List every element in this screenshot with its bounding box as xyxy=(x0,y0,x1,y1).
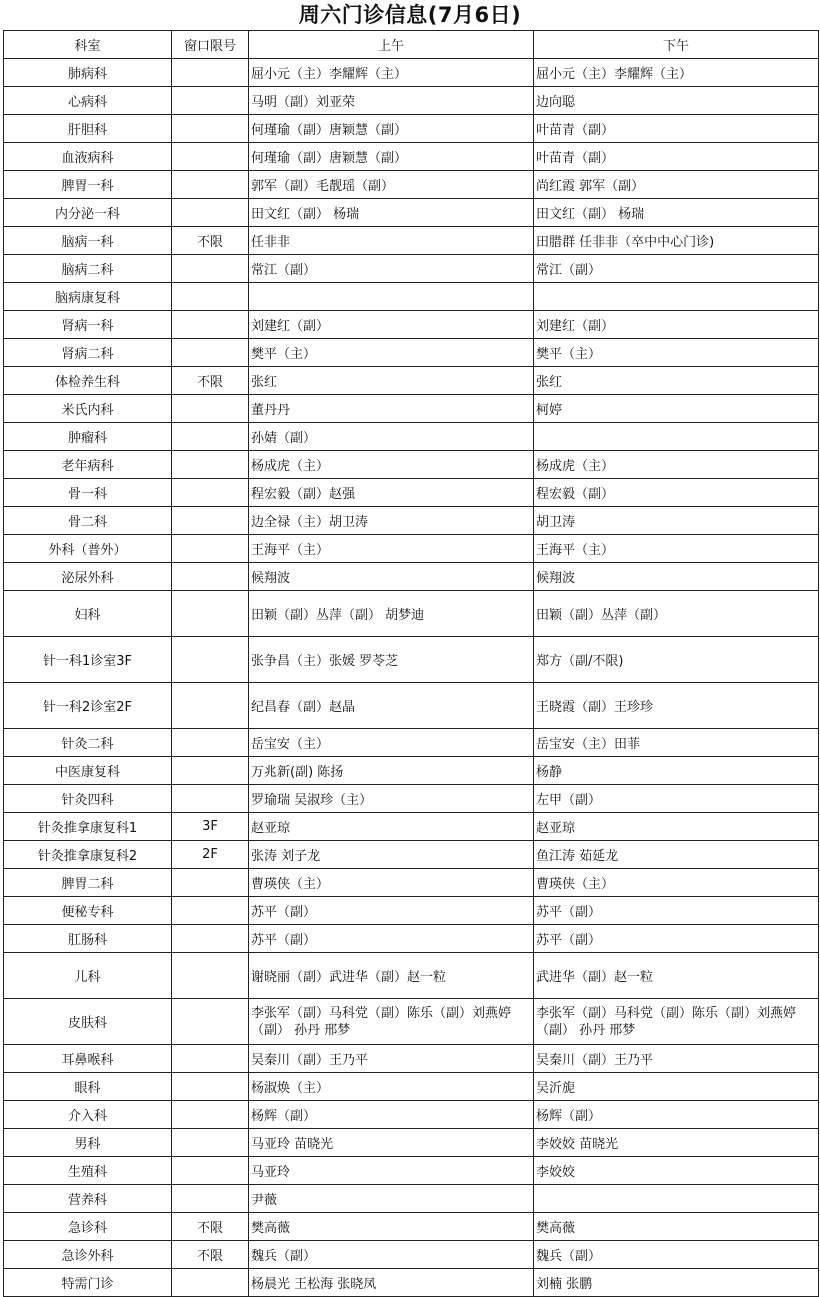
window-limit-cell xyxy=(172,1101,249,1129)
window-limit-cell xyxy=(172,451,249,479)
afternoon-cell xyxy=(534,283,819,311)
window-limit-cell xyxy=(172,1269,249,1297)
department-cell: 血液病科 xyxy=(4,143,172,171)
morning-cell: 马亚玲 xyxy=(249,1157,534,1185)
afternoon-cell: 程宏毅（副） xyxy=(534,479,819,507)
morning-cell: 常江（副） xyxy=(249,255,534,283)
table-row xyxy=(4,999,819,1045)
header-afternoon: 下午 xyxy=(534,31,819,59)
table-header-row xyxy=(4,31,819,59)
table-row xyxy=(4,339,819,367)
morning-cell: 万兆新(副) 陈扬 xyxy=(249,757,534,785)
schedule-table xyxy=(3,30,819,1297)
morning-cell: 田颖（副）丛萍（副） 胡梦迪 xyxy=(249,591,534,637)
morning-cell: 何瑾瑜（副）唐颖慧（副） xyxy=(249,115,534,143)
department-cell: 老年病科 xyxy=(4,451,172,479)
morning-cell: 任非非 xyxy=(249,227,534,255)
afternoon-cell: 边向聪 xyxy=(534,87,819,115)
table-row xyxy=(4,1269,819,1297)
table-row xyxy=(4,199,819,227)
afternoon-cell: 赵亚琼 xyxy=(534,813,819,841)
department-cell: 介入科 xyxy=(4,1101,172,1129)
department-cell: 特需门诊 xyxy=(4,1269,172,1297)
morning-cell: 纪昌春（副）赵晶 xyxy=(249,683,534,729)
department-cell: 外科（普外） xyxy=(4,535,172,563)
window-limit-cell xyxy=(172,563,249,591)
morning-cell: 候翔波 xyxy=(249,563,534,591)
table-row xyxy=(4,507,819,535)
afternoon-cell: 杨成虎（主） xyxy=(534,451,819,479)
table-row xyxy=(4,813,819,841)
morning-cell: 杨成虎（主） xyxy=(249,451,534,479)
window-limit-cell xyxy=(172,729,249,757)
afternoon-cell: 苏平（副） xyxy=(534,925,819,953)
department-cell: 急诊科 xyxy=(4,1213,172,1241)
afternoon-cell: 王晓霞（副）王珍珍 xyxy=(534,683,819,729)
department-cell: 脑病康复科 xyxy=(4,283,172,311)
morning-cell: 尹薇 xyxy=(249,1185,534,1213)
department-cell: 中医康复科 xyxy=(4,757,172,785)
afternoon-cell: 王海平（主） xyxy=(534,535,819,563)
morning-cell: 张争昌（主）张媛 罗苓芝 xyxy=(249,637,534,683)
table-row xyxy=(4,563,819,591)
morning-cell: 郭军（副）毛靓瑶（副） xyxy=(249,171,534,199)
afternoon-cell: 胡卫涛 xyxy=(534,507,819,535)
table-row xyxy=(4,869,819,897)
table-row xyxy=(4,255,819,283)
department-cell: 皮肤科 xyxy=(4,999,172,1045)
table-row xyxy=(4,1101,819,1129)
department-cell: 肿瘤科 xyxy=(4,423,172,451)
page-title: 周六门诊信息(7月6日) xyxy=(298,3,522,27)
window-limit-cell xyxy=(172,757,249,785)
morning-cell: 刘建红（副） xyxy=(249,311,534,339)
department-cell: 营养科 xyxy=(4,1185,172,1213)
table-row xyxy=(4,953,819,999)
department-cell: 体检养生科 xyxy=(4,367,172,395)
window-limit-cell xyxy=(172,143,249,171)
table-row xyxy=(4,1045,819,1073)
department-cell: 骨一科 xyxy=(4,479,172,507)
window-limit-cell xyxy=(172,591,249,637)
table-row xyxy=(4,479,819,507)
afternoon-cell: 田颖（副）丛萍（副） xyxy=(534,591,819,637)
afternoon-cell: 樊高薇 xyxy=(534,1213,819,1241)
window-limit-cell xyxy=(172,1045,249,1073)
header-department: 科室 xyxy=(4,31,172,59)
morning-cell: 程宏毅（副）赵强 xyxy=(249,479,534,507)
window-limit-cell xyxy=(172,869,249,897)
morning-cell: 田文红（副） 杨瑞 xyxy=(249,199,534,227)
window-limit-cell: 不限 xyxy=(172,367,249,395)
window-limit-cell xyxy=(172,637,249,683)
window-limit-cell xyxy=(172,1185,249,1213)
department-cell: 针灸二科 xyxy=(4,729,172,757)
department-cell: 肝胆科 xyxy=(4,115,172,143)
table-row xyxy=(4,1213,819,1241)
afternoon-cell: 岳宝安（主）田菲 xyxy=(534,729,819,757)
header-window-limit: 窗口限号 xyxy=(172,31,249,59)
afternoon-cell xyxy=(534,423,819,451)
morning-cell: 杨晨光 王松海 张晓凤 xyxy=(249,1269,534,1297)
morning-cell: 吴秦川（副）王乃平 xyxy=(249,1045,534,1073)
morning-cell: 董丹丹 xyxy=(249,395,534,423)
table-row xyxy=(4,535,819,563)
window-limit-cell xyxy=(172,953,249,999)
afternoon-cell xyxy=(534,1185,819,1213)
department-cell: 急诊外科 xyxy=(4,1241,172,1269)
afternoon-cell: 李姣姣 苗晓光 xyxy=(534,1129,819,1157)
department-cell: 肺病科 xyxy=(4,59,172,87)
morning-cell: 马亚玲 苗晓光 xyxy=(249,1129,534,1157)
window-limit-cell xyxy=(172,395,249,423)
afternoon-cell: 吴沂旎 xyxy=(534,1073,819,1101)
morning-cell: 张红 xyxy=(249,367,534,395)
table-row xyxy=(4,1073,819,1101)
window-limit-cell xyxy=(172,59,249,87)
morning-cell: 王海平（主） xyxy=(249,535,534,563)
afternoon-cell: 柯婷 xyxy=(534,395,819,423)
table-row xyxy=(4,637,819,683)
department-cell: 针灸推拿康复科2 xyxy=(4,841,172,869)
afternoon-cell: 鱼江涛 茹延龙 xyxy=(534,841,819,869)
window-limit-cell xyxy=(172,999,249,1045)
afternoon-cell: 李姣姣 xyxy=(534,1157,819,1185)
table-row xyxy=(4,311,819,339)
window-limit-cell xyxy=(172,311,249,339)
afternoon-cell: 苏平（副） xyxy=(534,897,819,925)
department-cell: 脑病二科 xyxy=(4,255,172,283)
window-limit-cell xyxy=(172,115,249,143)
table-row xyxy=(4,591,819,637)
morning-cell: 谢晓丽（副）武进华（副）赵一粒 xyxy=(249,953,534,999)
window-limit-cell: 不限 xyxy=(172,1213,249,1241)
window-limit-cell: 3F xyxy=(172,813,249,841)
window-limit-cell xyxy=(172,785,249,813)
department-cell: 内分泌一科 xyxy=(4,199,172,227)
department-cell: 脾胃二科 xyxy=(4,869,172,897)
department-cell: 针一科2诊室2F xyxy=(4,683,172,729)
table-row xyxy=(4,729,819,757)
morning-cell: 樊平（主） xyxy=(249,339,534,367)
window-limit-cell: 2F xyxy=(172,841,249,869)
window-limit-cell xyxy=(172,897,249,925)
table-row xyxy=(4,1185,819,1213)
afternoon-cell: 李张军（副）马科党（副）陈乐（副）刘燕婷（副） 孙丹 邢梦 xyxy=(534,999,819,1045)
morning-cell: 何瑾瑜（副）唐颖慧（副） xyxy=(249,143,534,171)
department-cell: 针灸推拿康复科1 xyxy=(4,813,172,841)
table-row xyxy=(4,367,819,395)
window-limit-cell xyxy=(172,171,249,199)
window-limit-cell xyxy=(172,535,249,563)
window-limit-cell xyxy=(172,87,249,115)
window-limit-cell xyxy=(172,199,249,227)
afternoon-cell: 樊平（主） xyxy=(534,339,819,367)
morning-cell: 边全禄（主）胡卫涛 xyxy=(249,507,534,535)
afternoon-cell: 叶苗青（副） xyxy=(534,115,819,143)
table-row xyxy=(4,451,819,479)
department-cell: 肾病一科 xyxy=(4,311,172,339)
window-limit-cell xyxy=(172,255,249,283)
table-row xyxy=(4,423,819,451)
department-cell: 脑病一科 xyxy=(4,227,172,255)
afternoon-cell: 常江（副） xyxy=(534,255,819,283)
department-cell: 眼科 xyxy=(4,1073,172,1101)
department-cell: 针一科1诊室3F xyxy=(4,637,172,683)
morning-cell: 樊高薇 xyxy=(249,1213,534,1241)
morning-cell: 魏兵（副） xyxy=(249,1241,534,1269)
afternoon-cell: 武进华（副）赵一粒 xyxy=(534,953,819,999)
morning-cell: 杨辉（副） xyxy=(249,1101,534,1129)
afternoon-cell: 刘楠 张鹏 xyxy=(534,1269,819,1297)
afternoon-cell: 田腊群 任非非（卒中中心门诊) xyxy=(534,227,819,255)
morning-cell xyxy=(249,283,534,311)
morning-cell: 屈小元（主）李耀辉（主） xyxy=(249,59,534,87)
department-cell: 便秘专科 xyxy=(4,897,172,925)
table-row xyxy=(4,115,819,143)
window-limit-cell xyxy=(172,1073,249,1101)
morning-cell: 岳宝安（主） xyxy=(249,729,534,757)
window-limit-cell xyxy=(172,339,249,367)
afternoon-cell: 魏兵（副） xyxy=(534,1241,819,1269)
table-row xyxy=(4,171,819,199)
table-row xyxy=(4,283,819,311)
window-limit-cell xyxy=(172,1157,249,1185)
afternoon-cell: 郑方（副/不限) xyxy=(534,637,819,683)
window-limit-cell xyxy=(172,479,249,507)
morning-cell: 张涛 刘子龙 xyxy=(249,841,534,869)
afternoon-cell: 候翔波 xyxy=(534,563,819,591)
afternoon-cell: 叶苗青（副） xyxy=(534,143,819,171)
department-cell: 妇科 xyxy=(4,591,172,637)
table-row xyxy=(4,59,819,87)
department-cell: 米氏内科 xyxy=(4,395,172,423)
morning-cell: 曹瑛侠（主） xyxy=(249,869,534,897)
afternoon-cell: 屈小元（主）李耀辉（主） xyxy=(534,59,819,87)
window-limit-cell xyxy=(172,423,249,451)
morning-cell: 孙婧（副） xyxy=(249,423,534,451)
morning-cell: 赵亚琼 xyxy=(249,813,534,841)
window-limit-cell: 不限 xyxy=(172,1241,249,1269)
department-cell: 脾胃一科 xyxy=(4,171,172,199)
morning-cell: 李张军（副）马科党（副）陈乐（副）刘燕婷（副） 孙丹 邢梦 xyxy=(249,999,534,1045)
afternoon-cell: 左甲（副） xyxy=(534,785,819,813)
window-limit-cell xyxy=(172,283,249,311)
department-cell: 男科 xyxy=(4,1129,172,1157)
table-row xyxy=(4,143,819,171)
department-cell: 泌尿外科 xyxy=(4,563,172,591)
table-row xyxy=(4,757,819,785)
morning-cell: 罗瑜瑞 吴淑珍（主） xyxy=(249,785,534,813)
department-cell: 心病科 xyxy=(4,87,172,115)
table-row xyxy=(4,87,819,115)
department-cell: 骨二科 xyxy=(4,507,172,535)
afternoon-cell: 刘建红（副） xyxy=(534,311,819,339)
department-cell: 耳鼻喉科 xyxy=(4,1045,172,1073)
table-row xyxy=(4,897,819,925)
afternoon-cell: 吴秦川（副）王乃平 xyxy=(534,1045,819,1073)
department-cell: 针灸四科 xyxy=(4,785,172,813)
window-limit-cell xyxy=(172,925,249,953)
header-morning: 上午 xyxy=(249,31,534,59)
table-row xyxy=(4,785,819,813)
department-cell: 肾病二科 xyxy=(4,339,172,367)
window-limit-cell xyxy=(172,1129,249,1157)
morning-cell: 马明（副）刘亚荣 xyxy=(249,87,534,115)
afternoon-cell: 尚红霞 郭军（副） xyxy=(534,171,819,199)
table-row xyxy=(4,1157,819,1185)
afternoon-cell: 杨静 xyxy=(534,757,819,785)
afternoon-cell: 田文红（副） 杨瑞 xyxy=(534,199,819,227)
afternoon-cell: 曹瑛侠（主） xyxy=(534,869,819,897)
department-cell: 生殖科 xyxy=(4,1157,172,1185)
table-row xyxy=(4,683,819,729)
table-row xyxy=(4,395,819,423)
department-cell: 儿科 xyxy=(4,953,172,999)
department-cell: 肛肠科 xyxy=(4,925,172,953)
table-row xyxy=(4,1129,819,1157)
window-limit-cell: 不限 xyxy=(172,227,249,255)
window-limit-cell xyxy=(172,683,249,729)
table-row xyxy=(4,925,819,953)
window-limit-cell xyxy=(172,507,249,535)
afternoon-cell: 张红 xyxy=(534,367,819,395)
afternoon-cell: 杨辉（副） xyxy=(534,1101,819,1129)
morning-cell: 苏平（副） xyxy=(249,897,534,925)
table-row xyxy=(4,841,819,869)
morning-cell: 苏平（副） xyxy=(249,925,534,953)
morning-cell: 杨淑焕（主） xyxy=(249,1073,534,1101)
table-row xyxy=(4,227,819,255)
table-row xyxy=(4,1241,819,1269)
